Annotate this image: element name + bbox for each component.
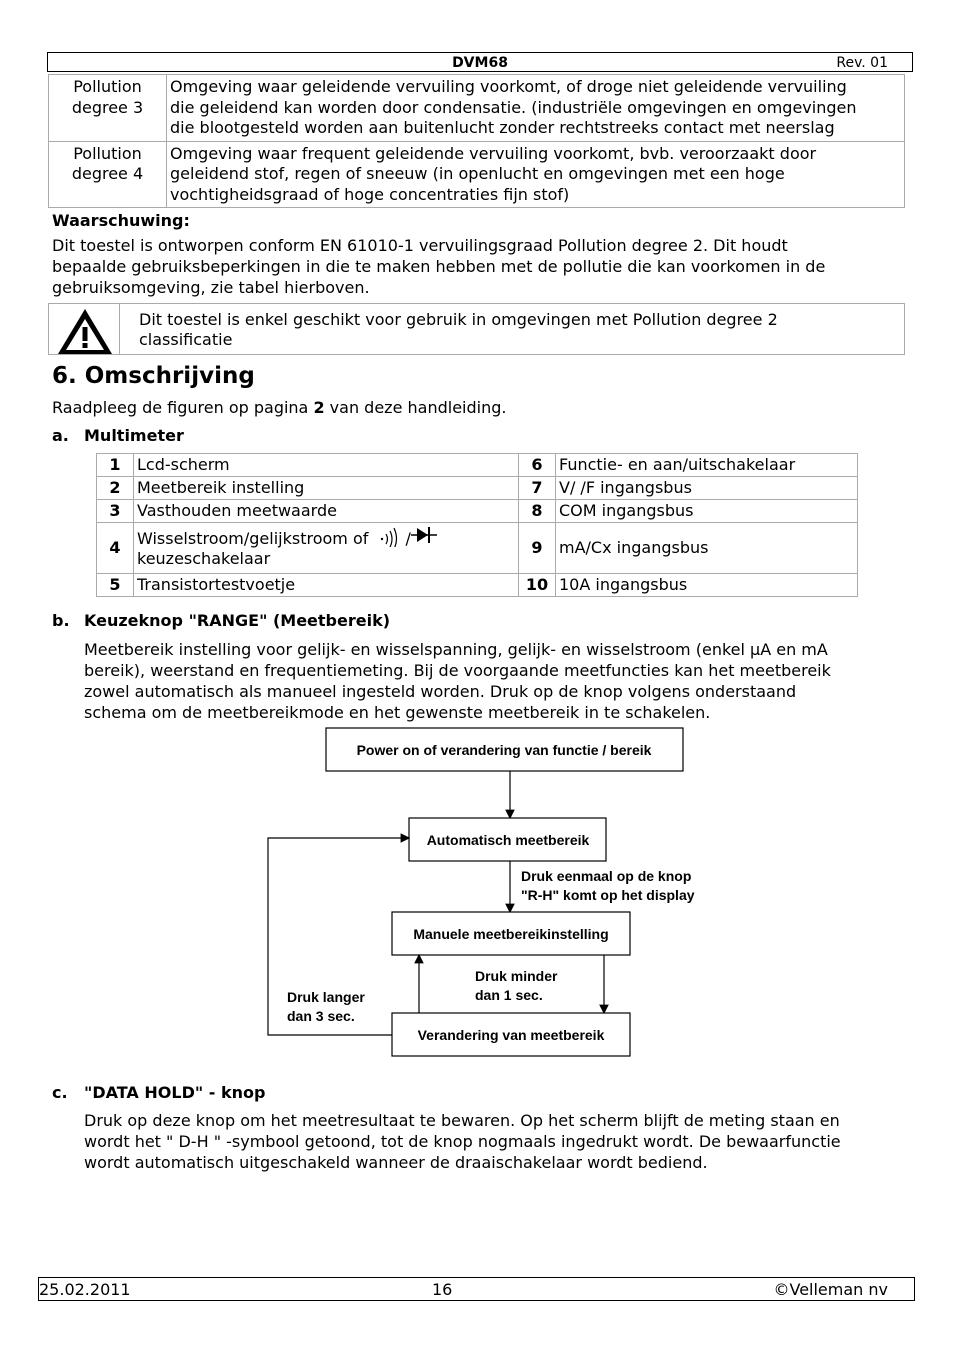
- table-row: 4 Wisselstroom/gelijkstroom of / keuzeschakelaar 9 mA/Cx ingangsbus: [97, 523, 858, 574]
- page-footer: [38, 1277, 915, 1301]
- flow-note-short-press-2: dan 1 sec.: [475, 987, 543, 1003]
- warning-paragraph: Dit toestel is ontworpen conform EN 61010-1 vervuilingsgraad Pollution degree 2. Dit houdt bepaalde gebruiksbeperkingen in die te maken hebben met de pollutie die kan voorkomen in de gebruiksomgeving, zie tabel hierboven.: [52, 236, 826, 297]
- svg-text:Verandering van meetbereik: Verandering van meetbereik: [417, 1027, 605, 1043]
- table-row: 3 Vasthouden meetwaarde 8 COM ingangsbus: [97, 500, 858, 523]
- table-row: 1 Lcd-scherm 6 Functie- en aan/uitschakelaar: [97, 454, 858, 477]
- table-row: 2 Meetbereik instelling 7 V/ /F ingangsbus: [97, 477, 858, 500]
- footer-copyright: ©Velleman nv: [773, 1280, 888, 1299]
- range-paragraph: Meetbereik instelling voor gelijk- en wisselspanning, gelijk- en wisselstroom (enkel µA en mA bereik), weerstand en frequentiemeting. Bij de voorgaande meetfuncties kan het meetbereik zowel automatisch als manueel ingesteld worden. Druk op de knop volgens onderstaand schema om de meetbereikmode en het gewenste meetbereik in te schakelen.: [84, 640, 831, 722]
- subsection-a-title: Multimeter: [84, 426, 184, 445]
- page-number: 16: [432, 1280, 453, 1299]
- page-header: [47, 52, 913, 72]
- flow-note-long-press: Druk langer: [287, 989, 365, 1005]
- diode-icon: [411, 527, 437, 547]
- flow-box-auto-range: [409, 818, 606, 861]
- pollution-description: Omgeving waar geleidende vervuiling voorkomt, of droge niet geleidende vervuiling die geleidend kan worden door condensatie. (industriële omgevingen en omgevingen die blootgesteld worden aan buitenlucht zonder rechtstreeks contact met neerslag: [167, 75, 905, 142]
- table-row: 5 Transistortestvoetje 10 10A ingangsbus: [97, 574, 858, 597]
- divider: [119, 304, 120, 354]
- range-flowchart: [260, 722, 720, 1062]
- warning-box: [48, 303, 905, 355]
- pollution-label: Pollution degree 3: [49, 75, 167, 142]
- flow-note-rh-display: "R-H" komt op het display: [521, 887, 695, 903]
- pollution-label: Pollution degree 4: [49, 141, 167, 208]
- flow-box-power-on: [326, 728, 683, 771]
- flow-note-short-press: Druk minder: [475, 968, 558, 984]
- warning-heading: Waarschuwing:: [52, 211, 190, 230]
- revision: Rev. 01: [836, 55, 888, 71]
- flow-note-press-once: Druk eenmaal op de knop: [521, 868, 692, 884]
- svg-text:Automatisch meetbereik: Automatisch meetbereik: [426, 832, 590, 848]
- model-name: DVM68: [452, 55, 508, 71]
- section-intro: Raadpleeg de figuren op pagina 2 van deze handleiding.: [52, 398, 507, 417]
- flow-box-manual-range: [392, 912, 630, 955]
- flow-note-long-press-2: dan 3 sec.: [287, 1008, 355, 1024]
- table-row: [49, 141, 905, 208]
- table-row: [49, 75, 905, 142]
- svg-text:Manuele meetbereikinstelling: Manuele meetbereikinstelling: [413, 926, 609, 942]
- subsection-b-title: Keuzeknop "RANGE" (Meetbereik): [84, 611, 391, 630]
- pollution-description: Omgeving waar frequent geleidende vervuiling voorkomt, bvb. veroorzaakt door geleidend stof, regen of sneeuw (in openlucht en omgevingen met een hoge vochtigheidsgraad of hoge concentraties fijn stof): [167, 141, 905, 208]
- flow-arrow-loop: [268, 838, 409, 1035]
- sound-wave-icon: [379, 527, 405, 547]
- subsection-b-letter: b.: [52, 611, 70, 630]
- warning-box-text: Dit toestel is enkel geschikt voor gebruik in omgevingen met Pollution degree 2 classificatie: [139, 310, 778, 349]
- subsection-c-title: "DATA HOLD" - knop: [84, 1083, 266, 1102]
- section-title: 6. Omschrijving: [52, 363, 255, 389]
- svg-text:Power on of verandering van fu: Power on of verandering van functie / bereik: [356, 742, 652, 758]
- subsection-a-letter: a.: [52, 426, 69, 445]
- footer-date: 25.02.2011: [39, 1280, 131, 1299]
- data-hold-paragraph: Druk op deze knop om het meetresultaat te bewaren. Op het scherm blijft de meting staan en wordt het " D-H " -symbool getoond, tot de knop nogmaals ingedrukt wordt. De bewaarfunctie wordt automatisch uitgeschakeld wanneer de draaischakelaar wordt bediend.: [84, 1111, 841, 1172]
- warning-triangle-icon: [55, 306, 115, 356]
- flow-box-change-range: [392, 1013, 630, 1056]
- parts-table: [96, 453, 858, 597]
- subsection-c-letter: c.: [52, 1083, 68, 1102]
- pollution-table: [48, 74, 905, 208]
